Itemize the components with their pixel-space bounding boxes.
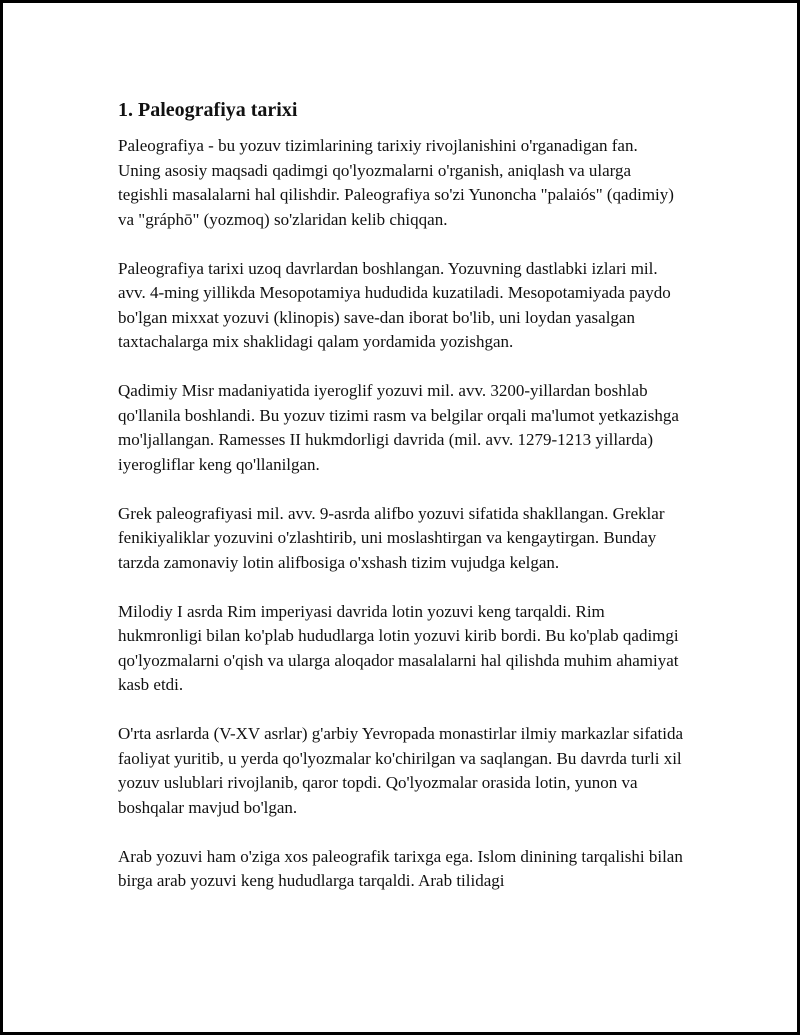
paragraph: Qadimiy Misr madaniyatida iyeroglif yozuvi mil. avv. 3200-yillardan boshlab qo'llanila boshlandi. Bu yozuv tizimi rasm va belgilar orqali ma'lumot yetkazishga mo'ljallangan. Ramesses II hukmdorligi davrida (mil. avv. 1279-1213 yillarda) iyerogliflar keng qo'llanilgan. xyxy=(118,381,679,474)
paragraph: Milodiy I asrda Rim imperiyasi davrida lotin yozuvi keng tarqaldi. Rim hukmronligi bilan ko'plab hududlarga lotin yozuvi kirib bordi. Bu ko'plab qadimgi qo'lyozmalarni o'qish va ularga aloqador masalalarni hal qilishda muhim ahamiyat kasb etdi. xyxy=(118,601,679,694)
paragraph: O'rta asrlarda (V-XV asrlar) g'arbiy Yevropada monastirlar ilmiy markazlar sifatida faoliyat yuritib, u yerda qo'lyozmalar ko'chirilgan va saqlangan. Bu davrda turli xil yozuv uslublari rivojlanib, qaror topdi. Qo'lyozmalar orasida lotin, yunon va boshqalar mavjud bo'lgan. xyxy=(118,724,684,817)
paragraph: Paleografiya - bu yozuv tizimlarining tarixiy rivojlanishini o'rganadigan fan. Uning asosiy maqsadi qadimgi qo'lyozmalarni o'rganish, aniqlash va ularga tegishli masalalarni hal qilishdir. Paleografiya so'zi Yunoncha "palaiós" (qadimiy) va "gráphō" (yozmoq) so'zlaridan kelib chiqqan. xyxy=(118,136,674,229)
paragraph: Grek paleografiyasi mil. avv. 9-asrda alifbo yozuvi sifatida shakllangan. Greklar fenikiyaliklar yozuvini o'zlashtirib, uni moslashtirgan va kengaytirgan. Bunday tarzda zamonaviy lotin alifbosiga o'xshash tizim vujudga kelgan. xyxy=(118,503,665,572)
paragraph: Arab yozuvi ham o'ziga xos paleografik tarixga ega. Islom dinining tarqalishi bilan birga arab yozuvi keng hududlarga tarqaldi. Arab tilidagi xyxy=(118,846,683,890)
paragraph: Paleografiya tarixi uzoq davrlardan boshlangan. Yozuvning dastlabki izlari mil. avv. 4-ming yillikda Mesopotamiya hududida kuzatiladi. Mesopotamiyada paydo bo'lgan mixxat yozuvi (klinopis) save-dan iborat bo'lib, uni loydan yasalgan taxtachalarga mix shaklidagi qalam yordamida yozishgan. xyxy=(118,258,671,351)
document-body xyxy=(118,96,684,918)
section-heading: 1. Paleografiya tarixi xyxy=(118,99,298,121)
